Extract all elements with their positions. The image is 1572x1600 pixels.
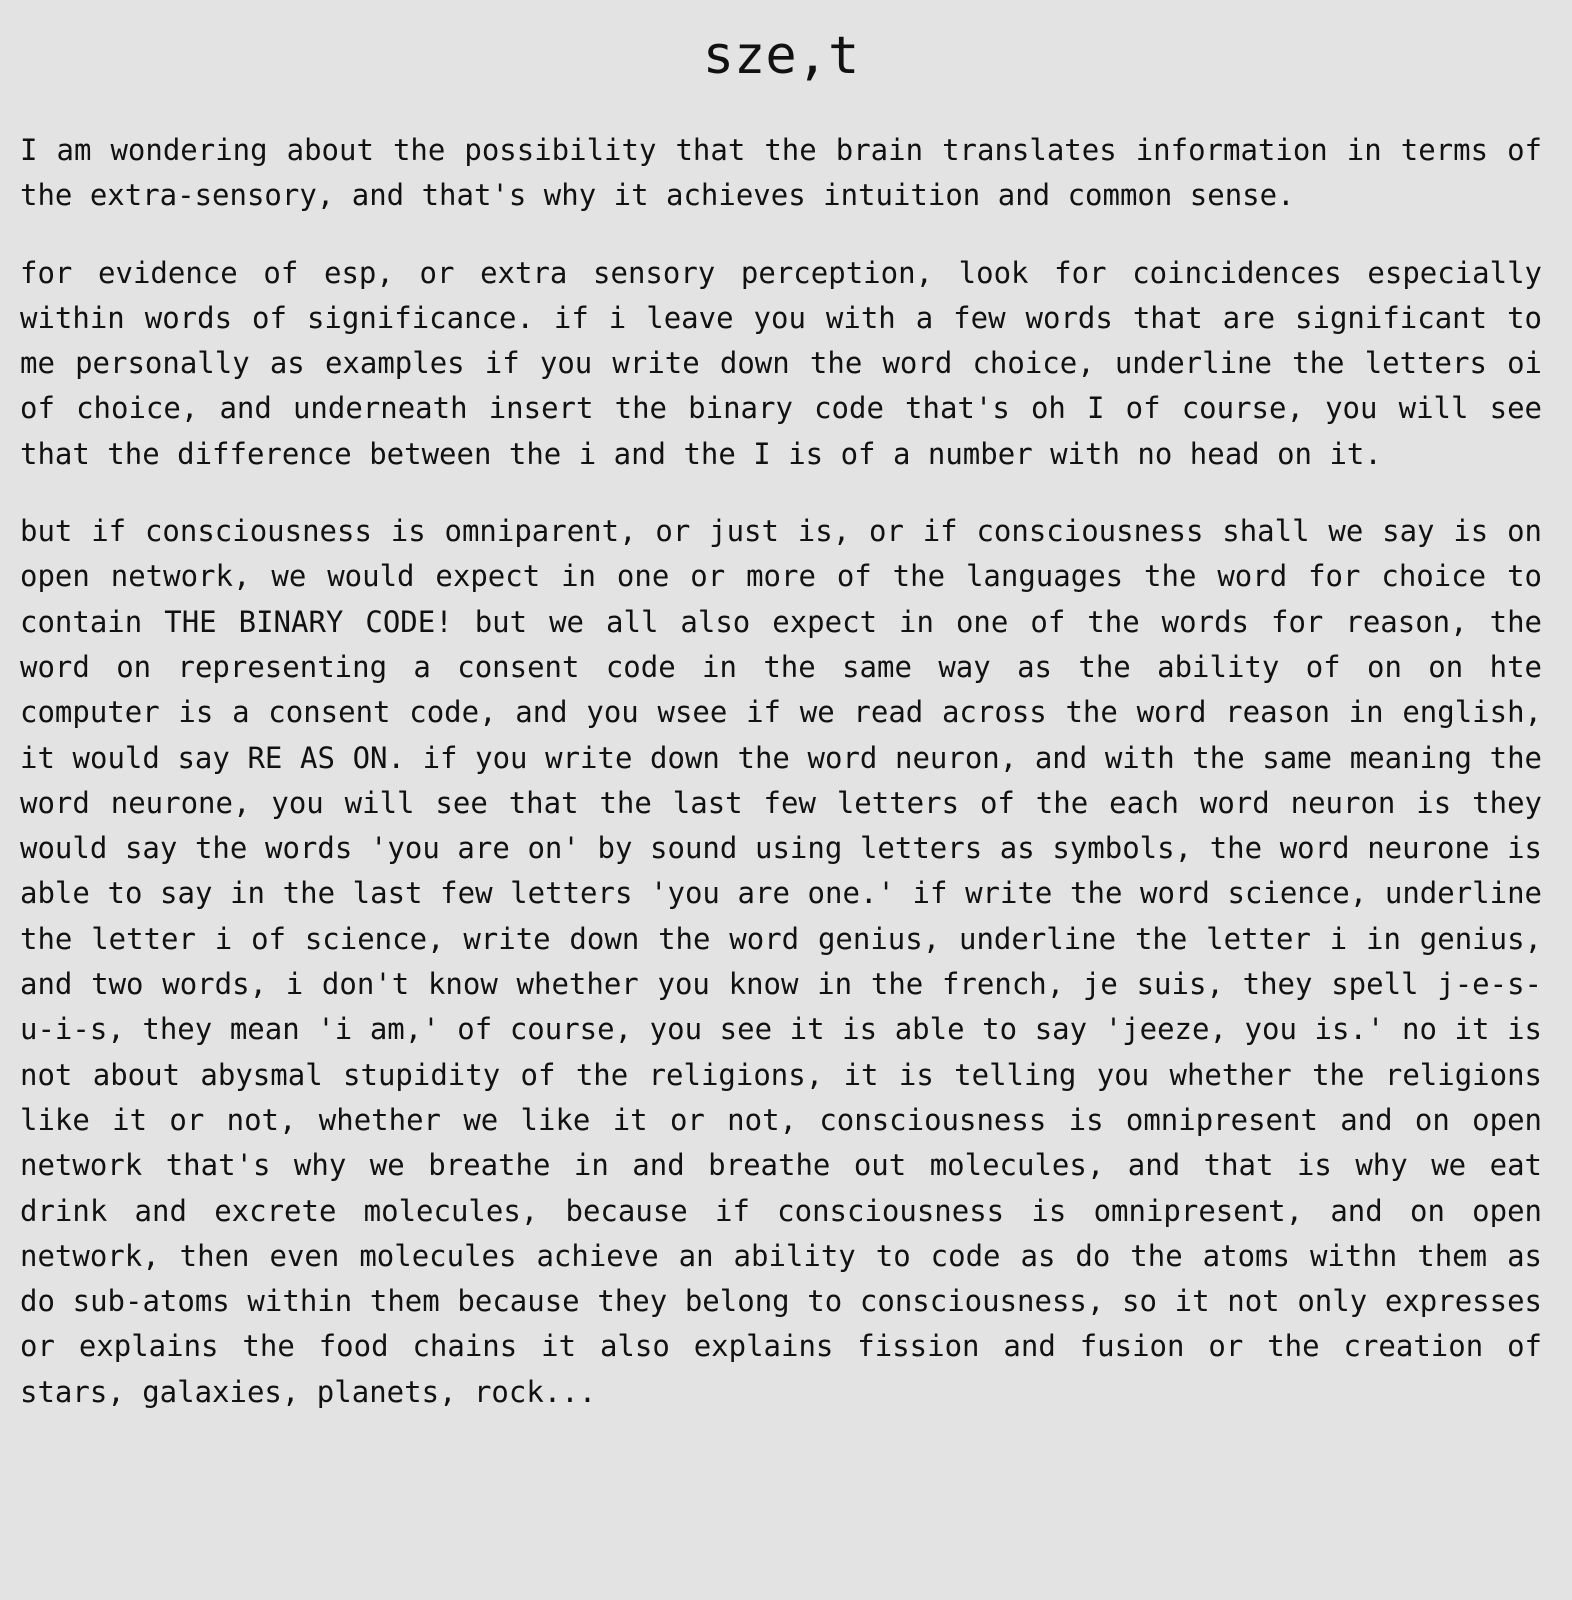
page-title: sze,t	[702, 26, 860, 86]
paragraph-2: for evidence of esp, or extra sensory perception, look for coincidences especially within words of significance. if i leave you with a few words that are significant to me personally as examples if you write down the word choice, underline the letters oi of choice, and underneath insert the binary code that's oh I of course, you will see that the difference between the i and the I is of a number with no head on it.	[20, 255, 1542, 471]
paragraph-1: I am wondering about the possibility that the brain translates information in terms of the extra-sensory, and that's why it achieves intuition and common sense.	[20, 133, 1542, 213]
paragraph-3: but if consciousness is omniparent, or just is, or if consciousness shall we say is on open network, we would expect in one or more of the languages the word for choice to contain THE BINARY CODE! but we all also expect in one of the words for reason, the word on representing a consent code in the same way as the ability of on on hte computer is a consent code, and you wsee if we read across the word reason in english, it would say RE AS ON. if you write down the word neuron, and with the same meaning the word neurone, you will see that the last few letters of the each word neuron is they would say the words 'you are on' by sound using letters as symbols, the word neurone is able to say in the last few letters 'you are one.' if write the word science, underline the letter i of science, write down the word genius, underline the letter i in genius, and two words, i don't know whether you know in the french, je suis, they spell j-e-s-u-i-s, they mean 'i am,' of course, you see it is able to say 'jeeze, you is.' no it is not about abysmal stupidity of the religions, it is telling you whether the religions like it or not, whether we like it or not, consciousness is omnipresent and on open network that's why we breathe in and breathe out molecules, and that is why we eat drink and excrete molecules, because if consciousness is omnipresent, and on open network, then even molecules achieve an ability to code as do the atoms withn them as do sub-atoms within them because they belong to consciousness, so it not only expresses or explains the food chains it also explains fission and fusion or the creation of stars, galaxies, planets, rock...	[20, 514, 1542, 1409]
